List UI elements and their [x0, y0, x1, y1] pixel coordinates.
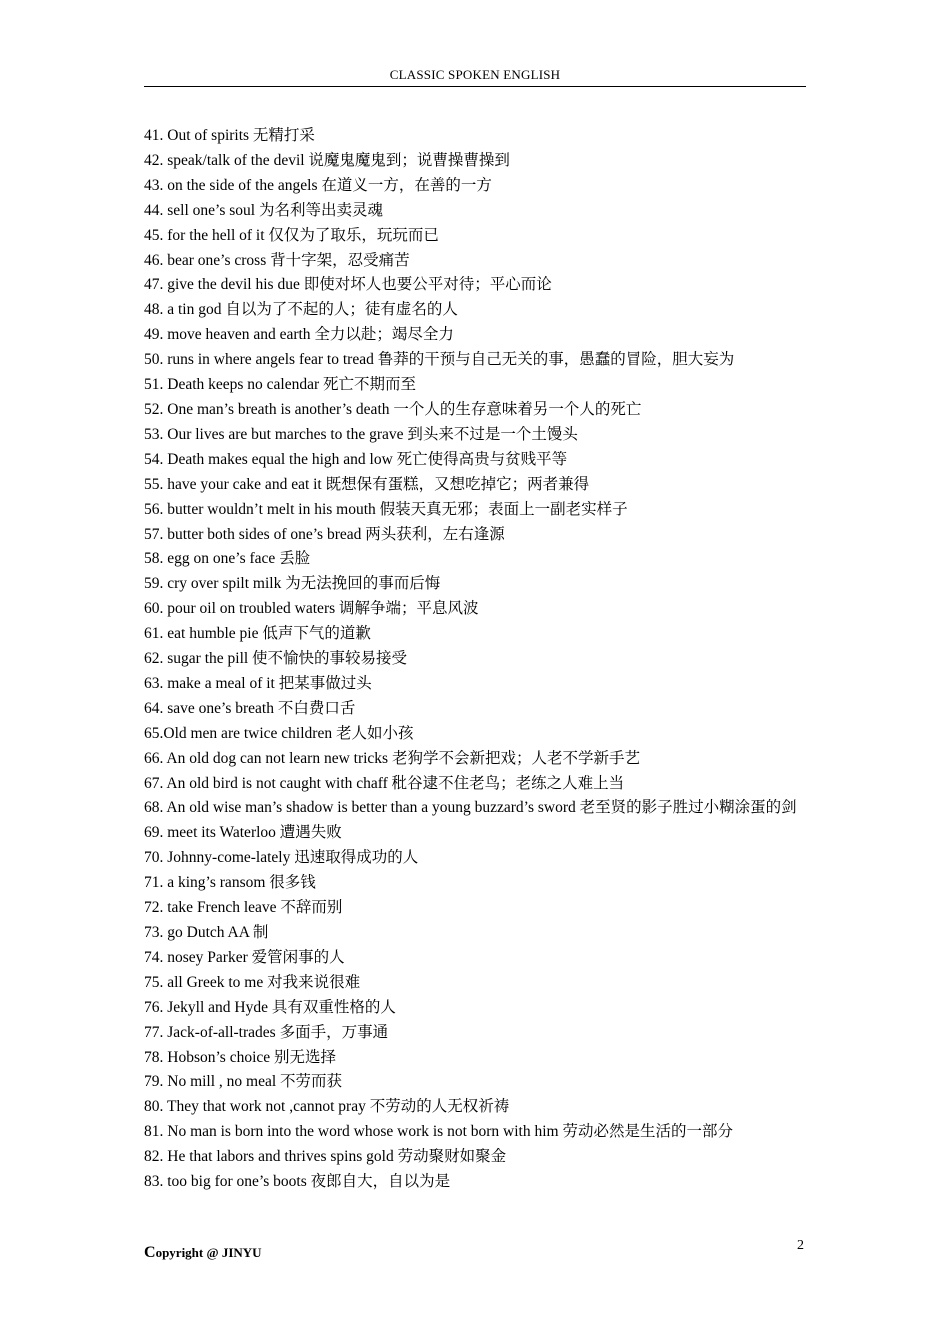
idiom-entry: 52. One man’s breath is another’s death 一个人的生存意味着另一个人的死亡	[144, 400, 642, 418]
idiom-entry: 47. give the devil his due 即使对坏人也要公平对待；平心而论	[144, 276, 552, 294]
idiom-entry: 62. sugar the pill 使不愉快的事较易接受	[144, 650, 408, 668]
idiom-entry: 78. Hobson’s choice 别无选择	[144, 1048, 337, 1066]
idiom-entry: 50. runs in where angels fear to tread 鲁莽的干预与自己无关的事，愚蠢的冒险，胆大妄为	[144, 351, 735, 369]
idiom-entry: 48. a tin god 自以为了不起的人；徒有虚名的人	[144, 301, 458, 319]
idiom-entry: 57. butter both sides of one’s bread 两头获利，左右逢源	[144, 525, 505, 543]
page-header: CLASSIC SPOKEN ENGLISH	[144, 66, 806, 87]
entry-list	[144, 124, 812, 1195]
idiom-entry: 55. have your cake and eat it 既想保有蛋糕，又想吃掉它；两者兼得	[144, 475, 590, 493]
idiom-entry: 41. Out of spirits 无精打采	[144, 127, 315, 144]
idiom-entry: 72. take French leave 不辞而别	[144, 899, 343, 917]
idiom-entry: 66. An old dog can not learn new tricks 老狗学不会新把戏；人老不学新手艺	[144, 749, 640, 767]
idiom-entry: 45. for the hell of it 仅仅为了取乐，玩玩而已	[144, 226, 439, 244]
idiom-entry: 42. speak/talk of the devil 说魔鬼魔鬼到；说曹操曹操到	[144, 151, 510, 169]
idiom-entry: 83. too big for one’s boots 夜郎自大，自以为是	[144, 1173, 451, 1191]
idiom-entry: 70. Johnny-come-lately 迅速取得成功的人	[144, 849, 419, 867]
idiom-entry: 67. An old bird is not caught with chaff 秕谷逮不住老鸟；老练之人难上当	[144, 774, 625, 792]
idiom-entry: 54. Death makes equal the high and low 死亡使得高贵与贫贱平等	[144, 450, 568, 468]
idiom-entry: 75. all Greek to me 对我来说很难	[144, 973, 361, 991]
idiom-entry: 79. No mill , no meal 不劳而获	[144, 1073, 343, 1091]
idiom-entry: 43. on the side of the angels 在道义一方，在善的一方	[144, 176, 492, 194]
idiom-entry: 61. eat humble pie 低声下气的道歉	[144, 625, 371, 643]
idiom-entry: 77. Jack-of-all-trades 多面手，万事通	[144, 1023, 389, 1041]
idiom-entry: 73. go Dutch AA 制	[144, 924, 269, 941]
idiom-entry: 51. Death keeps no calendar 死亡不期而至	[144, 376, 417, 394]
idiom-entry: 46. bear one’s cross 背十字架，忍受痛苦	[144, 251, 410, 269]
idiom-entry: 69. meet its Waterloo 遭遇失败	[144, 824, 342, 842]
idiom-entry: 74. nosey Parker 爱管闲事的人	[144, 948, 345, 966]
idiom-entry: 49. move heaven and earth 全力以赴；竭尽全力	[144, 326, 454, 344]
idiom-entry: 44. sell one’s soul 为名利等出卖灵魂	[144, 201, 383, 219]
idiom-entry: 80. They that work not ,cannot pray 不劳动的人无权祈祷	[144, 1098, 510, 1116]
idiom-entry: 64. save one’s breath 不白费口舌	[144, 699, 356, 717]
idiom-entry: 60. pour oil on troubled waters 调解争端；平息风波	[144, 600, 479, 618]
idiom-entry: 76. Jekyll and Hyde 具有双重性格的人	[144, 998, 396, 1016]
idiom-entry: 63. make a meal of it 把某事做过头	[144, 674, 372, 692]
copyright-initial: C	[144, 1244, 156, 1261]
idiom-entry: 59. cry over spilt milk 为无法挽回的事而后悔	[144, 575, 441, 593]
copyright-notice	[144, 1244, 262, 1262]
idiom-entry: 68. An old wise man’s shadow is better than a young buzzard’s sword 老至贤的影子胜过小糊涂蛋的剑	[144, 799, 797, 817]
idiom-entry: 71. a king’s ransom 很多钱	[144, 874, 316, 892]
page-number: 2	[797, 1238, 804, 1253]
idiom-entry: 81. No man is born into the word whose work is not born with him 劳动必然是生活的一部分	[144, 1123, 733, 1141]
idiom-entry: 53. Our lives are but marches to the grave 到头来不过是一个土馒头	[144, 425, 578, 443]
copyright-text: opyright @ JINYU	[155, 1245, 262, 1260]
idiom-entry: 58. egg on one’s face 丢脸	[144, 550, 311, 568]
idiom-entry: 56. butter wouldn’t melt in his mouth 假装天真无邪；表面上一副老实样子	[144, 500, 628, 518]
idiom-entry: 82. He that labors and thrives spins gold 劳动聚财如聚金	[144, 1148, 507, 1166]
idiom-entry: 65.Old men are twice children 老人如小孩	[144, 724, 414, 742]
